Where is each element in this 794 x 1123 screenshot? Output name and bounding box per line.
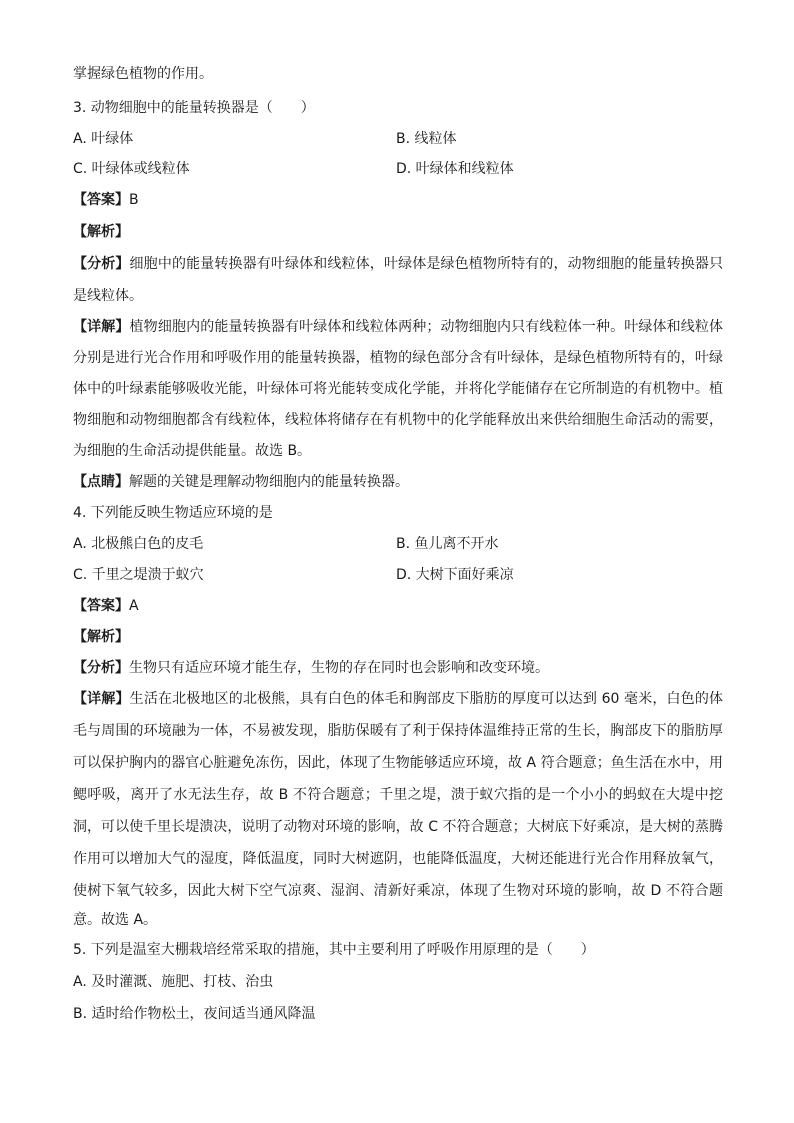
text: 为细胞的生命活动提供能量。故选 B。 (73, 443, 312, 459)
q4-analysis-line (73, 660, 723, 677)
text: 洞，可以使千里长堤溃决，说明了动物对环境的影响，故 C 不符合题意；大树底下好乘凉，是大树的蒸腾 (73, 819, 723, 835)
text: 可以保护胸内的器官心脏避免冻伤，因此，体现了生物能够适应环境，故 A 符合题意；鱼生活在水中，用 (73, 755, 723, 771)
answer-value: B (129, 192, 139, 208)
q3-detail-line (73, 319, 723, 336)
q3-answer (73, 192, 723, 209)
text: 使树下氧气较多，因此大树下空气凉爽、湿润、清新好乘凉，体现了生物对环境的影响，故 D 不符合题 (73, 883, 723, 899)
q4-detail-line (73, 851, 723, 868)
text: 体中的叶绿素能够吸收光能，叶绿体可将光能转变成化学能，并将化学能储存在它所制造的有机物中。植 (73, 381, 723, 397)
text: 植物细胞内的能量转换器有叶绿体和线粒体两种；动物细胞内只有线粒体一种。叶绿体和线粒体 (129, 319, 724, 335)
q3-option-d: D. 叶绿体和线粒体 (396, 161, 514, 177)
text: 物细胞和动物细胞都含有线粒体，线粒体将储存在有机物中的化学能释放出来供给细胞生命活动的需要， (73, 412, 723, 428)
text: 毛与周围的环境融为一体，不易被发现，脂肪保暖有了利于保持体温维持正常的生长，胸部皮下的脂肪厚 (73, 723, 723, 739)
q3-point-line (73, 474, 723, 491)
q3-analysis-heading (73, 224, 723, 241)
text: 分别是进行光合作用和呼吸作用的能量转换器，植物的绿色部分含有叶绿体，是绿色植物所特有的，叶绿 (73, 350, 723, 366)
q3-detail-line (73, 350, 723, 367)
q4-detail-line (73, 787, 723, 804)
q4-answer (73, 598, 723, 615)
q3-detail-line (73, 412, 723, 429)
xiangjie-tag: 【详解】 (73, 691, 130, 707)
text: 生物只有适应环境才能生存，生物的存在同时也会影响和改变环境。 (129, 660, 549, 676)
q4-option-b: B. 鱼儿离不开水 (396, 536, 499, 552)
question-5-stem (73, 942, 723, 959)
q5-option-b (73, 1006, 723, 1023)
q5-option-a (73, 974, 723, 991)
text: 鳃呼吸，离开了水无法生存，故 B 不符合题意；千里之堤，溃于蚁穴指的是一个小小的蚂蚁在大堤中挖 (73, 787, 723, 803)
q3-option-c: C. 叶绿体或线粒体 (73, 161, 190, 177)
question-4-stem (73, 505, 723, 522)
text: 细胞中的能量转换器有叶绿体和线粒体，叶绿体是绿色植物所特有的，动物细胞的能量转换器只 (129, 256, 724, 272)
fenxi-tag: 【分析】 (73, 660, 129, 676)
text: 意。故选 A。 (73, 912, 158, 928)
text: 生活在北极地区的北极熊，具有白色的体毛和胸部皮下脂肪的厚度可以达到 60 毫米，白色的体 (129, 691, 724, 707)
text: 4. 下列能反映生物适应环境的是 (73, 505, 273, 521)
paragraph-line (73, 66, 723, 83)
q3-option-a: A. 叶绿体 (73, 131, 134, 147)
text: 作用可以增加大气的湿度，降低温度，同时大树遮阴，也能降低温度，大树还能进行光合作用释放氧气， (73, 851, 723, 867)
q4-detail-line (73, 691, 723, 708)
answer-tag: 【答案】 (73, 192, 129, 208)
q4-option-a: A. 北极熊白色的皮毛 (73, 536, 204, 552)
xiangjie-tag: 【详解】 (73, 319, 130, 335)
q3-option-b: B. 线粒体 (396, 131, 457, 147)
q4-detail-line (73, 723, 723, 740)
q4-detail-line (73, 912, 723, 929)
answer-value: A (129, 598, 139, 614)
text: 是线粒体。 (73, 288, 143, 304)
text: B. 适时给作物松土，夜间适当通风降温 (73, 1006, 316, 1022)
text: A. 及时灌溉、施肥、打枝、治虫 (73, 974, 274, 990)
text: 掌握绿色植物的作用。 (73, 66, 213, 82)
answer-tag: 【答案】 (73, 598, 129, 614)
text: 5. 下列是温室大棚栽培经常采取的措施，其中主要利用了呼吸作用原理的是（ ） (73, 942, 595, 958)
dianjing-tag: 【点睛】 (73, 474, 129, 490)
analysis-tag: 【解析】 (73, 629, 129, 645)
q3-analysis-line (73, 256, 723, 273)
q4-detail-line (73, 819, 723, 836)
q3-detail-line (73, 381, 723, 398)
q4-option-c: C. 千里之堤溃于蚁穴 (73, 567, 204, 583)
q3-analysis-line (73, 288, 723, 305)
q4-option-d: D. 大树下面好乘凉 (396, 567, 514, 583)
fenxi-tag: 【分析】 (73, 256, 130, 272)
question-3-stem (73, 100, 723, 117)
analysis-tag: 【解析】 (73, 224, 129, 240)
text: 解题的关键是理解动物细胞内的能量转换器。 (129, 474, 409, 490)
q4-analysis-heading (73, 629, 723, 646)
q3-detail-line (73, 443, 723, 460)
q4-detail-line (73, 755, 723, 772)
text: 3. 动物细胞中的能量转换器是（ ） (73, 100, 315, 116)
q4-detail-line (73, 883, 723, 900)
